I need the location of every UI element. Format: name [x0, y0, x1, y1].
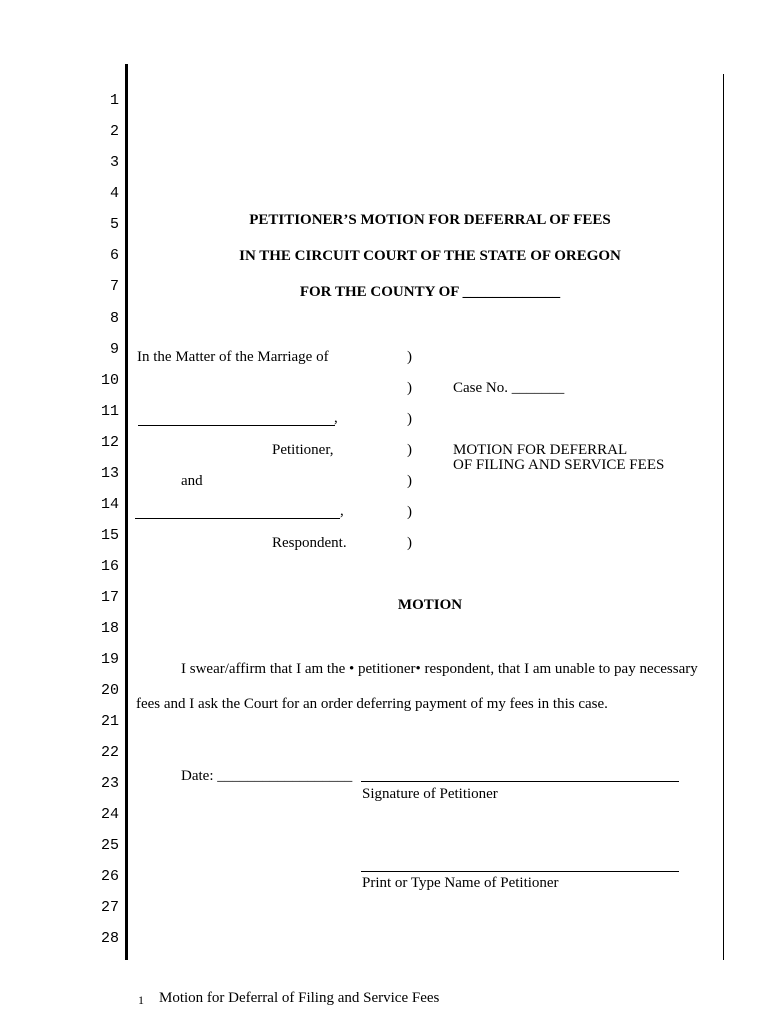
matter-label: In the Matter of the Marriage of: [137, 349, 329, 365]
left-margin-rule: [125, 64, 128, 960]
right-margin-rule: [723, 74, 724, 960]
line-number: 5: [109, 216, 119, 233]
county-line: FOR THE COUNTY OF _____________: [299, 284, 561, 300]
petitioner-blank-comma: ,: [334, 410, 338, 426]
line-number: 27: [100, 899, 119, 916]
line-number: 14: [100, 496, 119, 513]
footer-title: Motion for Deferral of Filing and Service Fees: [159, 990, 440, 1006]
petitioner-name-blank: [138, 425, 335, 426]
caption-paren: ): [407, 349, 412, 365]
line-number: 22: [100, 744, 119, 761]
line-number: 9: [109, 341, 119, 358]
line-number: 7: [109, 278, 119, 295]
line-number: 13: [100, 465, 119, 482]
caption-paren: ): [407, 442, 412, 458]
line-number: 11: [100, 403, 119, 420]
respondent-option: respondent, that I am unable to pay necessary: [424, 661, 698, 677]
line-number: 2: [109, 123, 119, 140]
caption-doc-title-1: MOTION FOR DEFERRAL: [453, 442, 628, 458]
line-number: 1: [109, 92, 119, 109]
caption-paren: ): [407, 411, 412, 427]
case-number: Case No. _______: [453, 380, 565, 396]
respondent-name-blank: [135, 518, 340, 519]
motion-intro: I swear/affirm that I am the: [181, 661, 346, 677]
line-number: 8: [109, 310, 119, 327]
print-name-line[interactable]: [361, 871, 679, 872]
line-number: 20: [100, 682, 119, 699]
document-title: PETITIONER’S MOTION FOR DEFERRAL OF FEES: [249, 212, 611, 228]
line-number: 4: [109, 185, 119, 202]
line-number: 25: [100, 837, 119, 854]
respondent-blank-comma: ,: [340, 503, 344, 519]
line-number: 24: [100, 806, 119, 823]
line-number: 26: [100, 868, 119, 885]
motion-paragraph-line1: [181, 661, 698, 678]
line-number: 17: [100, 589, 119, 606]
footer-page-number: 1: [138, 993, 144, 1007]
petitioner-label: Petitioner,: [272, 442, 334, 458]
petitioner-option: petitioner: [358, 661, 416, 677]
signature-line[interactable]: [361, 781, 679, 782]
signature-label: Signature of Petitioner: [362, 786, 498, 802]
caption-paren: ): [407, 504, 412, 520]
print-name-label: Print or Type Name of Petitioner: [362, 875, 559, 891]
caption-doc-title-2: OF FILING AND SERVICE FEES: [453, 457, 665, 473]
line-number: 15: [100, 527, 119, 544]
respondent-bullet[interactable]: •: [415, 661, 421, 677]
line-number: 28: [100, 930, 119, 947]
caption-paren: ): [407, 473, 412, 489]
court-name: IN THE CIRCUIT COURT OF THE STATE OF OREGON: [239, 248, 621, 264]
line-number: 3: [109, 154, 119, 171]
line-number: 21: [100, 713, 119, 730]
line-number: 16: [100, 558, 119, 575]
line-number: 18: [100, 620, 119, 637]
motion-heading: MOTION: [397, 597, 463, 613]
motion-paragraph-line2: fees and I ask the Court for an order deferring payment of my fees in this case.: [136, 696, 608, 712]
line-number: 10: [100, 372, 119, 389]
petitioner-bullet[interactable]: •: [349, 661, 355, 677]
caption-paren: ): [407, 535, 412, 551]
line-number: 19: [100, 651, 119, 668]
caption-paren: ): [407, 380, 412, 396]
respondent-label: Respondent.: [272, 535, 347, 551]
line-number: 23: [100, 775, 119, 792]
line-number: 12: [100, 434, 119, 451]
and-label: and: [181, 473, 203, 489]
line-number: 6: [109, 247, 119, 264]
date-field[interactable]: Date: __________________: [181, 768, 353, 784]
